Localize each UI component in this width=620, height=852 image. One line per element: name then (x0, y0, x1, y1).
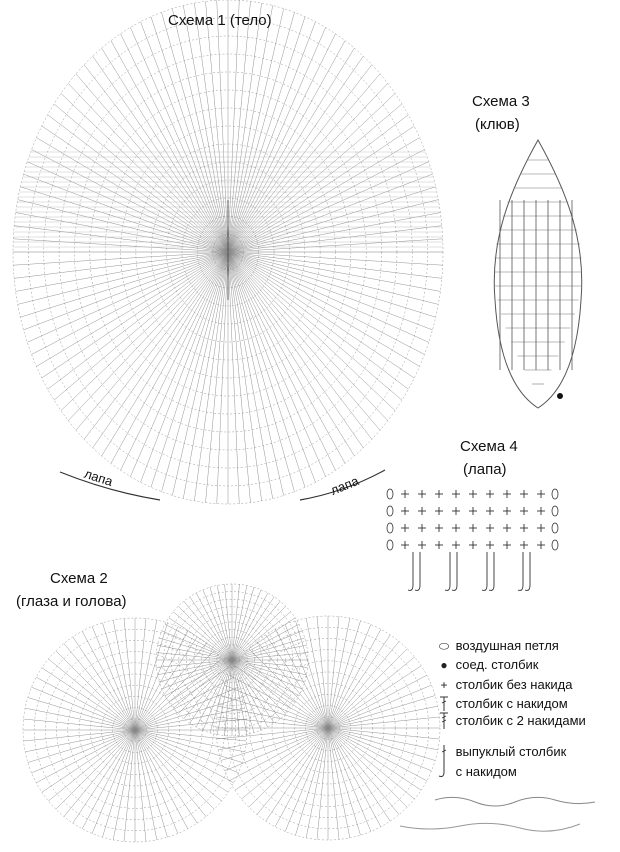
legend-label: воздушная петля (455, 638, 559, 653)
legend-item-slip (436, 657, 539, 673)
body-scheme-diagram (13, 0, 443, 504)
scheme2-title: Схема 2 (50, 570, 108, 587)
scheme3-subtitle: (клюв) (475, 116, 520, 133)
scheme1-paw-left-label: лапа (82, 465, 115, 490)
legend-item-fpdc (436, 744, 566, 759)
scheme3-title: Схема 3 (472, 93, 530, 110)
oval-icon: ⬭ (438, 639, 450, 653)
beak-scheme-diagram (494, 140, 582, 408)
legend-item-chain (436, 638, 559, 654)
bottom-scribble (400, 797, 595, 831)
legend-label: соед. столбик (455, 657, 539, 672)
paw-scheme-diagram (387, 489, 558, 590)
legend-item-sc (436, 677, 572, 693)
scheme2-subtitle: (глаза и голова) (16, 593, 127, 610)
legend-label: выпуклый столбик (455, 744, 567, 759)
legend-label: столбик без накида (455, 677, 573, 692)
legend-label: столбик с 2 накидами (455, 713, 586, 728)
plus-icon: + (440, 678, 448, 692)
legend-item-tr (436, 713, 586, 728)
head-scheme-diagram (23, 584, 440, 842)
legend-label: столбик с накидом (455, 696, 568, 711)
scheme1-paw-right-label: лапа (328, 473, 361, 498)
scheme4-subtitle: (лапа) (463, 461, 507, 478)
legend-item-dc (436, 696, 568, 711)
dot-icon: ● (440, 658, 448, 672)
legend-item-fpdc-2 (436, 764, 517, 779)
legend-label: с накидом (455, 764, 517, 779)
scheme4-title: Схема 4 (460, 438, 518, 455)
scheme1-title: Схема 1 (тело) (168, 12, 272, 29)
